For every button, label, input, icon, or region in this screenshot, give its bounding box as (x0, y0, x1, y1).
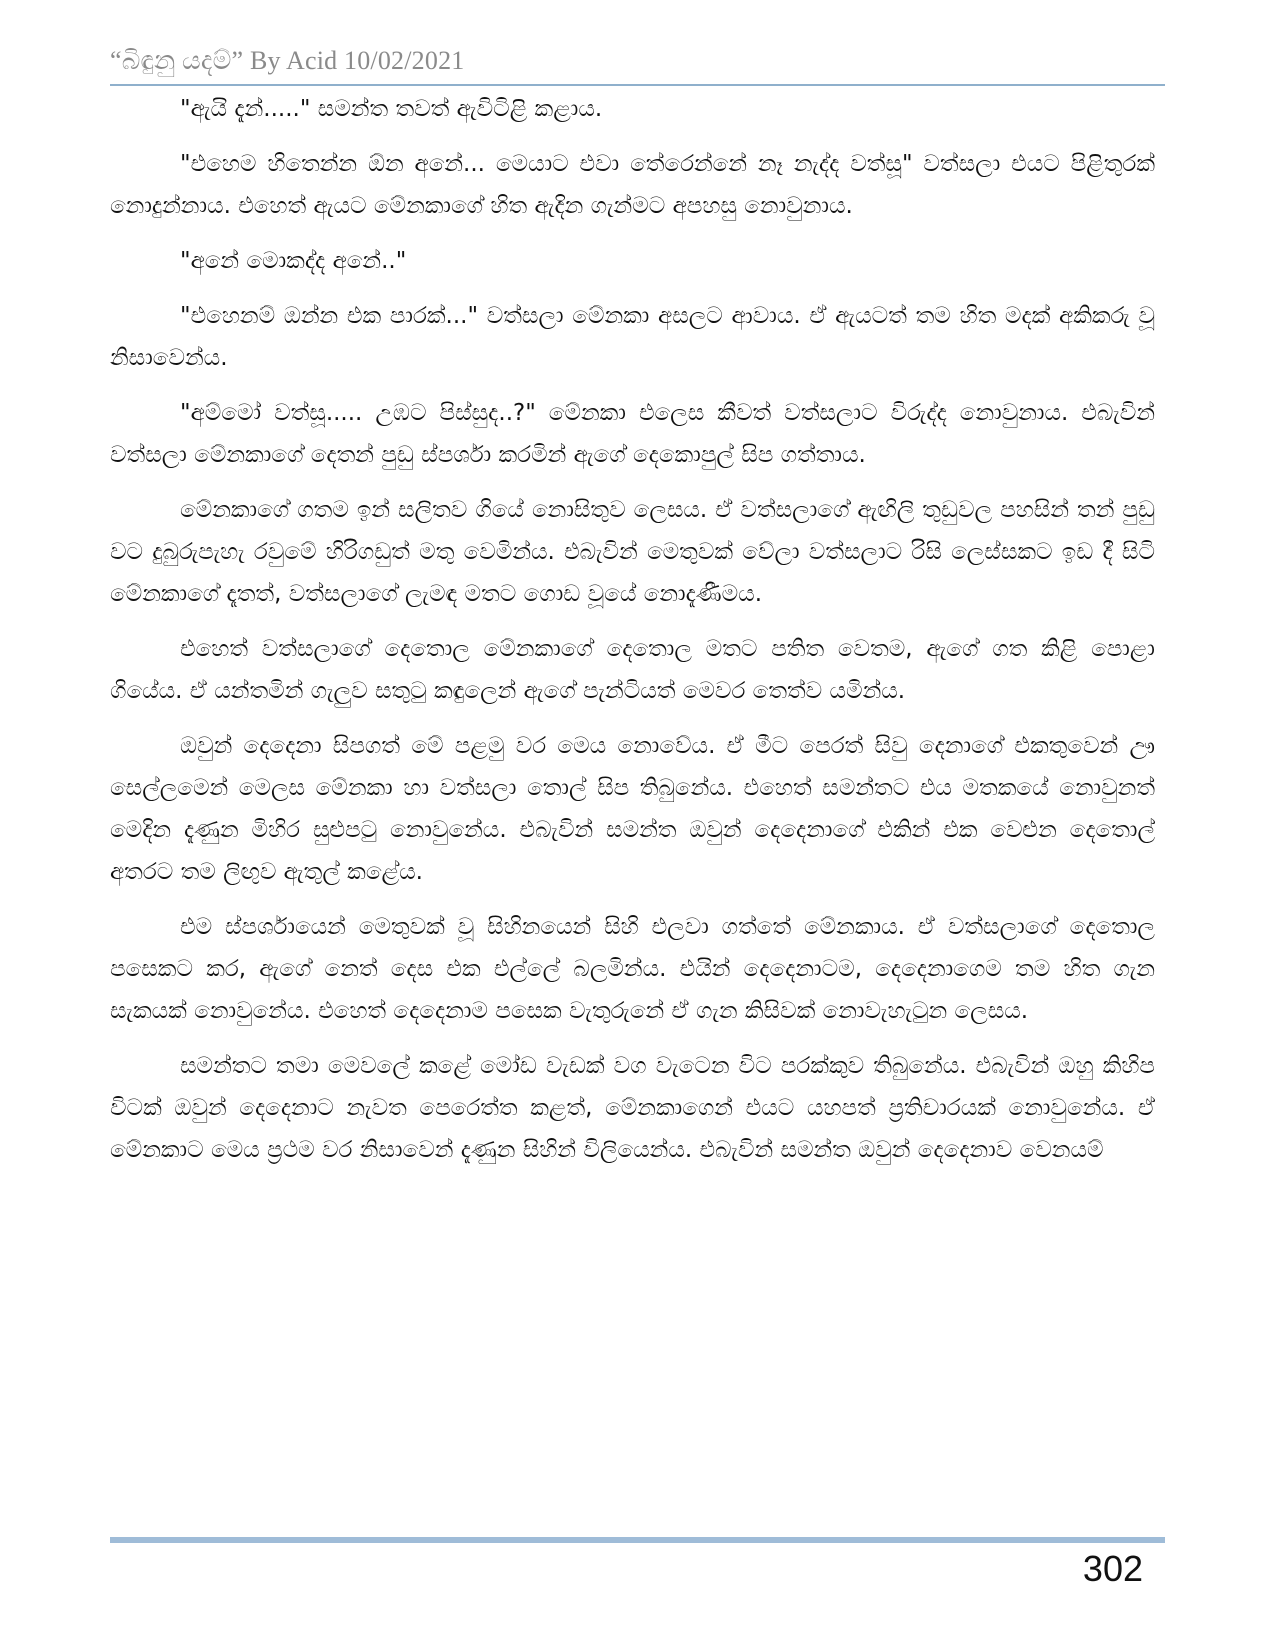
paragraph: "අනේ මොකද්ද අනේ.." (180, 248, 407, 274)
header-divider (110, 84, 1165, 86)
page-number: 302 (1082, 1548, 1143, 1589)
paragraph: එම ස්පර්ශායෙන් මෙතුවක් වූ සිහිනයෙන් සිහි එලවා ගත්තේ මේනකාය. ඒ වත්සලාගේ දෙතොල පසෙකට කර, ඇගේ නෙත් දෙස එක එල්ලේ බලමින්ය. එයින් දෙදෙනාටම, දෙදෙනාගෙම තම හිත ගැන සැකයක් නොවුනේය. එහෙත් දෙදෙනාම පසෙක වැතුරුනේ ඒ ගැන කිසිවක් නොවැහැටුන ලෙසය. (110, 914, 1155, 1024)
paragraph: සමන්තට තමා මෙවලේ කළේ මෝඩ වැඩක් වග වැටෙන විට පරක්කුව තිබුනේය. එබැවින් ඔහු කිහිප විටක් ඔවුන් දෙදෙනාට නැවත පෙරෙත්ත කළත්, මේනකාගෙන් එයට යහපත් ප්‍රතිචාරයක් නොවුනේය. ඒ මේනකාට මෙය ප්‍රථම වර නිසාවෙන් දැණුන සිහින් විලියෙන්ය. එබැවින් සමන්ත ඔවුන් දෙදෙනාව වෙනයම් (110, 1053, 1155, 1163)
paragraph: මේනකාගේ ගතම ඉන් සලිතව ගියේ නොසිතුව ලෙසය. ඒ වත්සලාගේ ඇඟිලි තුඩුවල පහසින් තන් පුඩු වට දුබුරුපැහැ රවුමේ හිරිගඩුත් මතු වෙමින්ය. එබැවින් මෙතුවක් වේලා වත්සලාට රිසි ලෙස්සකට ඉඩ දී සිටි මේනකාගේ දෑතත්, වත්සලාගේ ලැමඳ මතට ගොඩ වූයේ නොදැණීමය. (110, 497, 1155, 607)
paragraph: එහෙත් වත්සලාගේ දෙතොල මේනකාගේ දෙතොල මතට පතිත වෙතම, ඇගේ ගත කිළි පොළා ගියේය. ඒ යන්තමින් ගැලුව සතුටු කඳුලෙන් ඇගේ පැන්ටියත් මෙවර තෙත්ව යමින්ය. (110, 636, 1155, 704)
footer-divider (110, 1537, 1165, 1543)
body-text (110, 88, 1155, 1184)
paragraph: ඔවුන් දෙදෙනා සිපගත් මේ පළමු වර මෙය නොවේය. ඒ මීට පෙරත් සිවු දෙනාගේ එකතුවෙන් ඌ සෙල්ලමෙන් මෙලස මේනකා හා වත්සලා තොල් සිප තිබුනේය. එහෙත් සමන්තට එය මතකයේ නොවුනත් මෙදින දැණුන මිහිර සුළුපටු නොවුනේය. එබැවින් සමන්ත ඔවුන් දෙදෙනාගේ එකින් එක වෙළුන දෙතොල් අතරට තම ලිඟුව ඇතුල් කළේය. (110, 733, 1155, 885)
paragraph: "අම්මෝ වත්සූ..... උඹට පිස්සුද..?" මේනකා එලෙස කීවත් වත්සලාට විරුද්ද නොවුනාය. එබැවින් වත්සලා මේනකාගේ දෙතන් පුඩු ස්පර්ශා කරමින් ඇගේ දෙකොපුල් සිප ගත්තාය. (110, 400, 1155, 468)
paragraph: "එහෙම හිතෙන්න ඕන අනේ... මෙයාට එවා තේරෙන්නේ නෑ නැද්ද වත්සූ" වත්සලා එයට පිළිතුරක් නොදුන්නාය. එහෙත් ඇයට මේනකාගේ හිත ඇදින ගැන්මට අපහසු නොවුනාය. (110, 151, 1155, 219)
paragraph: "එහෙනම් ඔන්න එක පාරක්..." වත්සලා මේනකා අසලට ආවාය. ඒ ඇයටත් තම හිත මදක් අකිකරු වූ නිසාවෙන්ය. (110, 303, 1155, 371)
paragraph: "ඇයි දැන්....." සමන්ත තවත් ඇවිටිළි කළාය. (180, 96, 603, 122)
running-header: “බිඳුනු යදම්” By Acid 10/02/2021 (110, 46, 465, 75)
